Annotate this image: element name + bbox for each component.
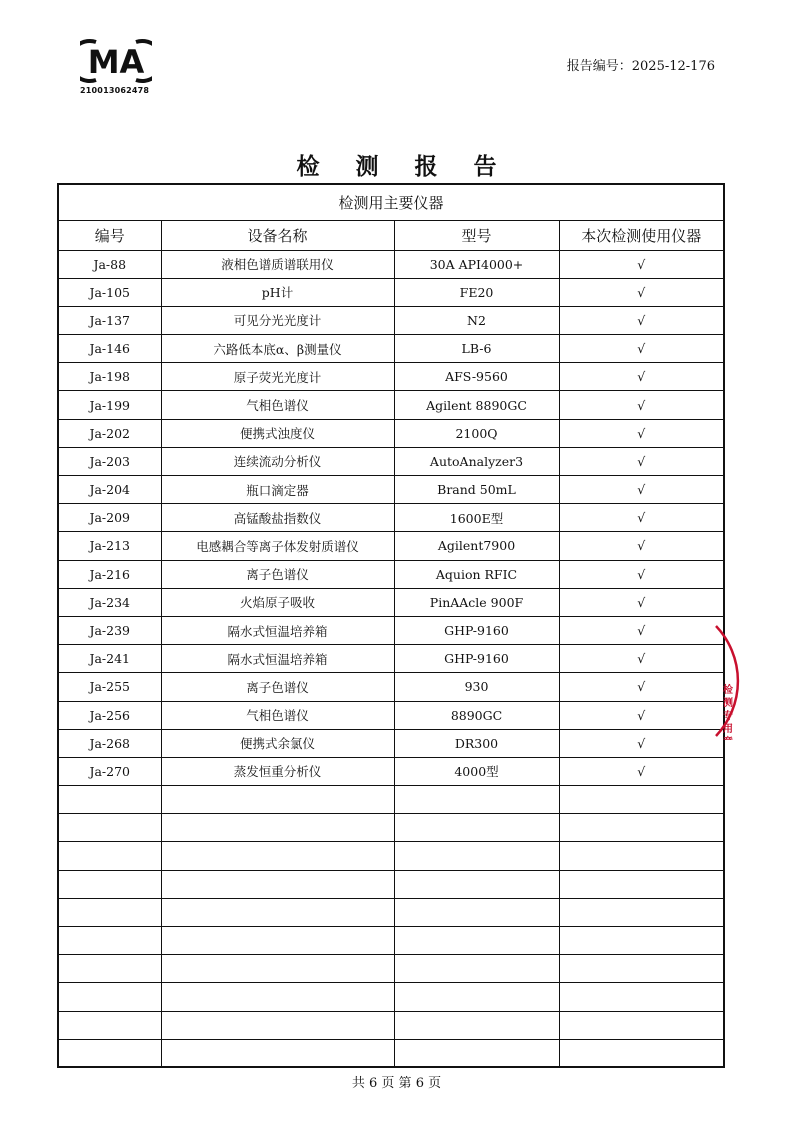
cell-number: Ja-88 [58,250,161,278]
cell-device-name: 隔水式恒温培养箱 [161,616,394,644]
empty-cell [58,983,161,1011]
empty-cell [394,786,559,814]
cell-number: Ja-202 [58,419,161,447]
empty-cell [161,1011,394,1039]
cell-number: Ja-268 [58,729,161,757]
cell-device-name: 连续流动分析仪 [161,447,394,475]
table-row [58,419,724,447]
table-row [58,701,724,729]
cell-number: Ja-216 [58,560,161,588]
cell-model: 8890GC [394,701,559,729]
cell-device-name: 液相色谱质谱联用仪 [161,250,394,278]
empty-cell [58,870,161,898]
empty-cell [161,870,394,898]
cma-mark-icon [80,38,152,84]
cell-model: FE20 [394,278,559,306]
empty-table-row [58,898,724,926]
cell-used-check: √ [559,476,724,504]
empty-cell [394,1039,559,1067]
cell-used-check: √ [559,419,724,447]
empty-cell [58,1039,161,1067]
table-row [58,447,724,475]
table-row [58,278,724,306]
cma-logo [80,38,154,95]
empty-cell [161,842,394,870]
cell-number: Ja-146 [58,335,161,363]
table-row [58,616,724,644]
cell-used-check: √ [559,391,724,419]
cell-number: Ja-241 [58,645,161,673]
column-header-device-name: 设备名称 [161,220,394,250]
empty-cell [559,927,724,955]
empty-cell [559,1011,724,1039]
column-header-model: 型号 [394,220,559,250]
empty-cell [58,1011,161,1039]
cell-device-name: 气相色谱仪 [161,391,394,419]
cell-number: Ja-199 [58,391,161,419]
cell-used-check: √ [559,447,724,475]
cell-model: 30A API4000+ [394,250,559,278]
table-row [58,335,724,363]
cell-device-name: 火焰原子吸收 [161,588,394,616]
empty-cell [394,983,559,1011]
cell-used-check: √ [559,616,724,644]
official-seal [712,622,742,740]
cell-model: DR300 [394,729,559,757]
cell-used-check: √ [559,278,724,306]
table-row [58,645,724,673]
empty-table-row [58,1039,724,1067]
cell-device-name: 原子荧光光度计 [161,363,394,391]
empty-cell [161,983,394,1011]
instrument-table [57,183,725,1068]
empty-cell [58,814,161,842]
table-row [58,532,724,560]
cell-used-check: √ [559,532,724,560]
cell-device-name: pH计 [161,278,394,306]
empty-table-row [58,786,724,814]
cell-device-name: 高锰酸盐指数仪 [161,504,394,532]
empty-cell [58,898,161,926]
table-row [58,560,724,588]
cell-model: Aquion RFIC [394,560,559,588]
empty-cell [161,898,394,926]
empty-cell [394,1011,559,1039]
cell-model: N2 [394,306,559,334]
empty-cell [394,955,559,983]
empty-cell [161,1039,394,1067]
logo-text: MA [87,43,145,81]
cell-model: Brand 50mL [394,476,559,504]
empty-table-row [58,814,724,842]
cell-number: Ja-204 [58,476,161,504]
cell-number: Ja-255 [58,673,161,701]
cell-device-name: 电感耦合等离子体发射质谱仪 [161,532,394,560]
cell-model: 2100Q [394,419,559,447]
empty-cell [394,814,559,842]
empty-cell [559,814,724,842]
cell-device-name: 可见分光光度计 [161,306,394,334]
empty-cell [394,927,559,955]
cell-used-check: √ [559,588,724,616]
empty-cell [58,927,161,955]
cert-number: 210013062478 [80,86,150,95]
cell-model: GHP-9160 [394,645,559,673]
cell-model: AFS-9560 [394,363,559,391]
cell-used-check: √ [559,729,724,757]
table-row [58,363,724,391]
empty-cell [559,898,724,926]
cell-number: Ja-270 [58,757,161,785]
empty-cell [559,870,724,898]
cell-used-check: √ [559,335,724,363]
cell-number: Ja-234 [58,588,161,616]
cell-number: Ja-137 [58,306,161,334]
table-row [58,588,724,616]
empty-cell [58,842,161,870]
cell-model: Agilent 8890GC [394,391,559,419]
table-row [58,250,724,278]
cell-number: Ja-213 [58,532,161,560]
cell-device-name: 便携式浊度仪 [161,419,394,447]
table-caption: 检测用主要仪器 [58,184,724,220]
cell-device-name: 隔水式恒温培养箱 [161,645,394,673]
cell-number: Ja-105 [58,278,161,306]
cell-device-name: 气相色谱仪 [161,701,394,729]
empty-table-row [58,870,724,898]
empty-cell [161,955,394,983]
table-row [58,757,724,785]
cell-device-name: 蒸发恒重分析仪 [161,757,394,785]
seal-text: 检测专用章 [720,684,732,740]
cell-device-name: 便携式余氯仪 [161,729,394,757]
cell-model: LB-6 [394,335,559,363]
empty-cell [559,786,724,814]
cell-used-check: √ [559,504,724,532]
cell-used-check: √ [559,757,724,785]
empty-table-row [58,842,724,870]
cell-model: 4000型 [394,757,559,785]
table-row [58,729,724,757]
seal-stamp-icon [712,622,742,740]
report-number: 报告编号：2025-12-176 [566,59,715,74]
cell-number: Ja-256 [58,701,161,729]
cell-model: 930 [394,673,559,701]
cell-used-check: √ [559,306,724,334]
empty-cell [559,955,724,983]
empty-cell [58,786,161,814]
empty-cell [559,842,724,870]
empty-cell [161,814,394,842]
cell-model: PinAAcle 900F [394,588,559,616]
cell-model: 1600E型 [394,504,559,532]
empty-table-row [58,955,724,983]
cell-model: GHP-9160 [394,616,559,644]
empty-cell [161,786,394,814]
table-row [58,504,724,532]
page-title: 检 测 报 告 [296,153,511,180]
table-row [58,476,724,504]
cell-used-check: √ [559,673,724,701]
page-footer: 共 6 页 第 6 页 [351,1076,442,1091]
cell-used-check: √ [559,363,724,391]
table-header [58,220,724,250]
empty-cell [394,898,559,926]
table-row [58,673,724,701]
cell-used-check: √ [559,645,724,673]
cell-number: Ja-209 [58,504,161,532]
empty-cell [559,983,724,1011]
cell-device-name: 离子色谱仪 [161,673,394,701]
table-row [58,306,724,334]
cell-used-check: √ [559,560,724,588]
empty-cell [394,870,559,898]
cell-device-name: 瓶口滴定器 [161,476,394,504]
cell-device-name: 六路低本底α、β测量仪 [161,335,394,363]
cell-model: AutoAnalyzer3 [394,447,559,475]
empty-table-row [58,983,724,1011]
cell-device-name: 离子色谱仪 [161,560,394,588]
column-header-used: 本次检测使用仪器 [559,220,724,250]
empty-cell [161,927,394,955]
cell-number: Ja-203 [58,447,161,475]
empty-cell [394,842,559,870]
empty-cell [58,955,161,983]
cell-used-check: √ [559,250,724,278]
cell-model: Agilent7900 [394,532,559,560]
column-header-number: 编号 [58,220,161,250]
cell-used-check: √ [559,701,724,729]
cell-number: Ja-198 [58,363,161,391]
empty-cell [559,1039,724,1067]
empty-table-row [58,927,724,955]
empty-table-row [58,1011,724,1039]
table-row [58,391,724,419]
cell-number: Ja-239 [58,616,161,644]
